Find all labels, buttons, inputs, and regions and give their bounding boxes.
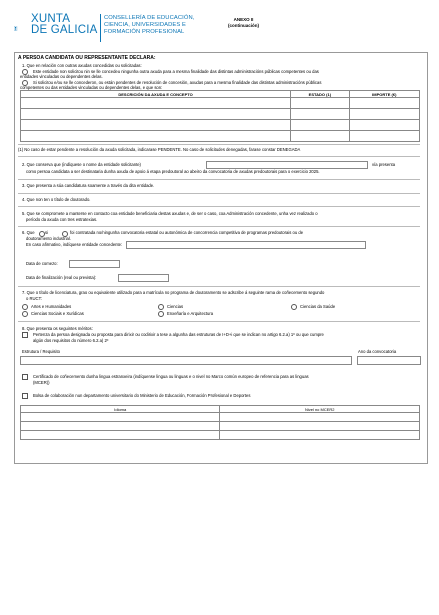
conselleria-name	[104, 15, 194, 36]
aid-status-cell[interactable]	[291, 98, 350, 109]
q5-line2: período da axuda con tres estratexias.	[26, 217, 98, 222]
branch-social-radio[interactable]	[22, 311, 28, 317]
table-row	[21, 98, 420, 109]
header-divider	[100, 14, 101, 42]
q2-line1a: 2. Que conserva que (indíquese o nome da entidade solicitante)	[22, 162, 141, 167]
aid-description-cell[interactable]	[21, 109, 291, 120]
start-date-label: Data de comezo:	[26, 261, 58, 266]
separator	[18, 226, 420, 227]
merit-research-checkbox[interactable]	[22, 332, 28, 338]
aid-table-header-amount: IMPORTE (€)	[349, 91, 419, 98]
q8-title: 8. Que presenta os seguintes méritos:	[22, 326, 93, 331]
separator	[18, 144, 420, 145]
year-field[interactable]	[357, 356, 421, 365]
q5-line1: 5. Que se compromete a manterse en contacto coa entidade beneficiaria destas axudas e, de ser o caso, coa Administración concedente, unha vez realizado o	[22, 211, 318, 216]
branch-health-label: Ciencias da Saúde	[300, 303, 336, 309]
branch-health-radio[interactable]	[291, 304, 297, 310]
footnote: (1) No caso de estar pendente a resolución da axuda solicitada, indicarase PENDENTE. No caso de solicitudes denegadas, farase constar DENEGADA	[18, 147, 301, 152]
q2-line2: como persoa candidata a ser destinataria dunha axuda de apoio á etapa predoutoral ao abeiro da convocatoria de axudas predoutorais para o exercicio 2025.	[26, 169, 320, 174]
level-cell[interactable]	[220, 431, 420, 440]
q7-line2: o RUCT:	[26, 296, 42, 301]
q1-option-b-line2: competentes ou das entidades vinculadas ou dependentes delas, e que son:	[20, 84, 163, 90]
separator	[18, 193, 420, 194]
q6-line1b: foi contratada no/ningunha convocatoria estatal ou autonómica de concorrencia competitiva de programas predoutorais ou de	[70, 230, 304, 235]
language-cell[interactable]	[21, 422, 220, 431]
aid-description-cell[interactable]	[21, 131, 291, 142]
aid-status-cell[interactable]	[291, 109, 350, 120]
aid-amount-cell[interactable]	[349, 131, 419, 142]
merit-language-line2: (MCER))	[33, 380, 50, 385]
separator	[18, 206, 420, 207]
aid-amount-cell[interactable]	[349, 109, 419, 120]
language-cell[interactable]	[21, 413, 220, 422]
granting-entity-field[interactable]	[126, 241, 366, 249]
table-row	[21, 413, 420, 422]
branch-engineering-label: Enxeñaría e Arquitectura	[167, 310, 214, 316]
separator	[18, 156, 420, 157]
end-date-label: Data de finalización (real ou prevista):	[26, 275, 97, 280]
structure-label: Estrutura / Requisito	[22, 349, 60, 354]
anexo-title: ANEXO II	[233, 17, 254, 22]
conselleria-line-3: FORMACIÓN PROFESIONAL	[104, 29, 185, 35]
anexo-label	[228, 17, 259, 28]
level-cell[interactable]	[220, 413, 420, 422]
anexo-subtitle: (continuación)	[228, 22, 259, 28]
conselleria-line-2: CIENCIA, UNIVERSIDADES E	[104, 22, 186, 28]
table-row	[21, 431, 420, 440]
language-table	[20, 405, 420, 440]
year-label: Ano da convocatoria	[358, 349, 397, 354]
table-row	[21, 120, 420, 131]
q1-option-a-line1: Este entidade non solicitou nin se lle concedeu ningunha outra axuda para a mesma finalidade das distintas administracións públicas competentes ou das	[33, 68, 319, 74]
aid-description-cell[interactable]	[21, 120, 291, 131]
aid-amount-cell[interactable]	[349, 120, 419, 131]
level-header: Nivel no MCER2	[220, 406, 420, 413]
logo-line-2: DE GALICIA	[31, 24, 98, 36]
q7-line1: 7. Que o título de licenciatura, grao ou equivalente utilizado para a matrícula no programa de doutoramento se adscribe á seguinte rama de coñecemento segundo	[22, 290, 325, 295]
q6-line1a: 6. Que	[22, 230, 35, 235]
language-cell[interactable]	[21, 431, 220, 440]
branch-engineering-radio[interactable]	[158, 311, 164, 317]
aid-status-cell[interactable]	[291, 120, 350, 131]
merit-research-line2: algún dos requisitos do número 6.2.a) 2º	[33, 337, 109, 343]
separator	[18, 179, 420, 180]
table-row	[21, 131, 420, 142]
xunta-logo-icon	[14, 14, 32, 44]
q6-yes-label: si	[45, 230, 49, 235]
q1-option-a-line2: entidades vinculadas ou dependentes delas.	[20, 73, 103, 79]
aid-status-cell[interactable]	[291, 131, 350, 142]
q2-line1b: vía presenta	[372, 162, 396, 167]
xunta-logo-text	[31, 14, 98, 36]
merit-scholarship-checkbox[interactable]	[22, 393, 28, 399]
merit-scholarship-text: Bolsa de colaboración nun departamento universitario do Ministerio de Educación, Formación Profesional e Deportes	[33, 393, 251, 398]
separator	[18, 286, 420, 287]
entity-name-field[interactable]	[206, 161, 368, 169]
level-cell[interactable]	[220, 422, 420, 431]
language-header: Idioma	[21, 406, 220, 413]
branch-sciences-radio[interactable]	[158, 304, 164, 310]
branch-arts-label: Artes e Humanidades	[31, 303, 72, 309]
structure-field[interactable]	[20, 356, 352, 365]
q4-text: 4. Que non ten o título de doutorado.	[22, 197, 91, 202]
aid-table-header-description: DESCRICIÓN DA AXUDA E CONCEPTO	[21, 91, 291, 98]
q1-text: 1. Que en relación con outras axudas concedidas ou solicitadas:	[22, 63, 142, 68]
merit-language-line1: Certificado de coñecemento dunha lingua estranxeira (indíquense lingua ou linguas e o nivel no Marco común europeo de referencia para as linguas	[33, 374, 309, 379]
merit-research-line1: Pertenza da persoa designada ou proposta para dirixir ou codirixir a tese a algunha das estruturas de I+D+i que se indican no artigo 6.2.a) 1º ou que cumpre	[33, 332, 324, 337]
table-row	[21, 109, 420, 120]
end-date-field[interactable]	[118, 274, 169, 282]
q6-line3: En caso afirmativo, indíquese entidade concedente:	[26, 242, 123, 247]
start-date-field[interactable]	[69, 260, 120, 268]
logo-line-1: XUNTA	[31, 13, 71, 25]
aid-description-cell[interactable]	[21, 98, 291, 109]
aid-amount-cell[interactable]	[349, 98, 419, 109]
merit-language-checkbox[interactable]	[22, 374, 28, 380]
section-title: A PERSOA CANDIDATA OU REPRESENTANTE DECLARA:	[18, 55, 156, 61]
table-row	[21, 422, 420, 431]
branch-arts-radio[interactable]	[22, 304, 28, 310]
branch-social-label: Ciencias Sociais e Xurídicas	[31, 310, 84, 316]
aid-table	[20, 90, 420, 142]
q1-option-b-line1: Si solicitou e/ou se lle concederon, ou están pendentes de resolución de concesión, axudas para a mesma finalidade das distintas administracións públicas	[33, 79, 322, 85]
q3-text: 3. Que presenta a súa candidatura soamente a través da dita entidade.	[22, 183, 155, 188]
separator	[18, 321, 420, 322]
branch-sciences-label: Ciencias	[167, 303, 184, 309]
aid-table-header-status: ESTADO (1)	[291, 91, 350, 98]
conselleria-line-1: CONSELLERÍA DE EDUCACIÓN,	[104, 15, 195, 21]
q6-line2: doutoramento industrial.	[26, 235, 71, 241]
